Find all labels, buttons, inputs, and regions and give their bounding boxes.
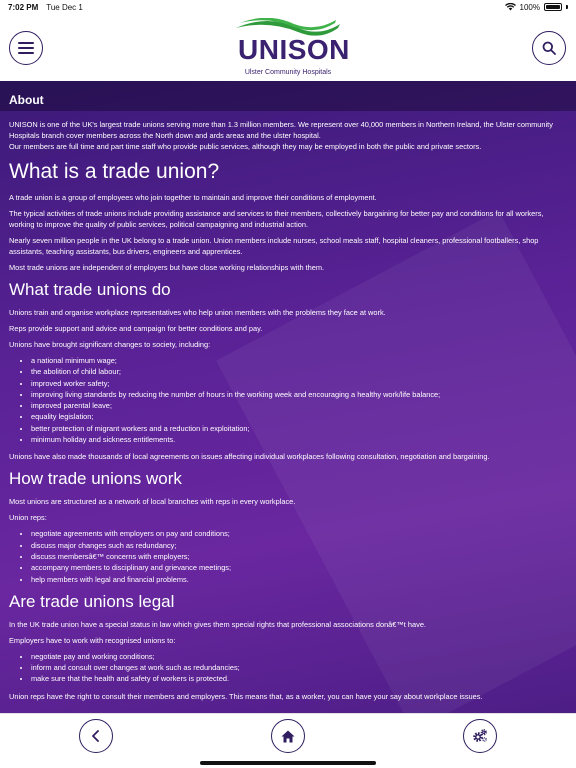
paragraph: Unions train and organise workplace representatives who help union members with the problems they face at work. <box>9 308 386 317</box>
list-item: • a national minimum wage; <box>31 355 567 366</box>
about-text <box>9 119 567 152</box>
wifi-icon <box>505 3 516 11</box>
paragraph: Unions have brought significant changes to society, including: <box>9 340 211 349</box>
settings-gears-icon <box>472 728 488 744</box>
back-button[interactable] <box>79 719 113 753</box>
bullet-list <box>31 355 567 445</box>
paragraph: Union reps: <box>9 513 47 523</box>
logo-subtitle: Ulster Community Hospitals <box>244 69 332 76</box>
status-time: 7:02 PM <box>8 2 39 12</box>
list-item: • negotiate pay and working conditions; <box>31 651 567 662</box>
list-item: • discuss membersâ€™ concerns with employers; <box>31 551 567 562</box>
article-body <box>0 111 576 702</box>
bottom-nav <box>0 713 576 768</box>
list-item: • discuss major changes such as redundancy; <box>31 540 567 551</box>
status-bar <box>0 0 576 14</box>
content-area[interactable] <box>0 81 576 713</box>
paragraph: UNISON is one of the UK's largest trade unions serving more than 1.3 million members. We represent over 40,000 members in Northern Ireland, the Ulster community Hospitals branch cover members across the North down and ards areas and the ulster hospital. <box>9 120 553 140</box>
list-item: • minimum holiday and sickness entitlements. <box>31 434 567 445</box>
paragraph: Unions have also made thousands of local agreements on issues affecting individual workplaces following consultation, negotiation and bargaining. <box>9 452 490 462</box>
menu-button[interactable] <box>9 31 43 65</box>
list-item: • improved worker safety; <box>31 378 567 389</box>
list-item: • the abolition of child labour; <box>31 366 567 377</box>
about-header <box>0 81 576 111</box>
section-heading: Are trade unions legal <box>9 591 175 611</box>
home-indicator[interactable] <box>200 761 376 765</box>
unison-logo <box>228 18 348 78</box>
list-item: • help members with legal and financial problems. <box>31 574 567 585</box>
paragraph: Our members are full time and part time staff who provide public services, although they may be employed in both the public and private sectors. <box>9 142 482 151</box>
list-item: • equality legislation; <box>31 411 567 422</box>
section-heading: What is a trade union? <box>9 160 220 183</box>
paragraph: Most unions are structured as a network of local branches with reps in every workplace. <box>9 497 296 507</box>
list-item: • make sure that the health and safety of workers is protected. <box>31 673 567 684</box>
paragraph: Nearly seven million people in the UK belong to a trade union. Union members include nurses, school meals staff, hospital cleaners, professional footballers, shop assistants, teaching assistants, bus drivers, engineers and apprentices. <box>9 236 539 256</box>
list-item: • negotiate agreements with employers on pay and conditions; <box>31 528 567 539</box>
logo-text: UNISON <box>238 34 350 65</box>
search-button[interactable] <box>532 31 566 65</box>
section-heading: How trade unions work <box>9 469 182 489</box>
battery-icon <box>544 3 562 11</box>
paragraph: A trade union is a group of employees who join together to maintain and improve their conditions of employment. <box>9 193 377 202</box>
paragraph: Union reps have the right to consult their members and employers. This means that, as a worker, you can have your say about workplace issues. <box>9 691 483 701</box>
home-icon <box>281 730 295 743</box>
search-icon <box>542 41 556 55</box>
list-item: • inform and consult over changes at work such as redundancies; <box>31 662 567 673</box>
list-item: • improved parental leave; <box>31 400 567 411</box>
list-item: • accompany members to disciplinary and grievance meetings; <box>31 562 567 573</box>
app-header <box>0 14 576 81</box>
section-heading: What trade unions do <box>9 280 171 299</box>
status-date: Tue Dec 1 <box>46 2 83 12</box>
paragraph: Employers have to work with recognised unions to: <box>9 635 176 645</box>
settings-button[interactable] <box>463 719 497 753</box>
list-item: • better protection of migrant workers and a reduction in exploitation; <box>31 423 567 434</box>
home-button[interactable] <box>271 719 305 753</box>
about-title: About <box>9 93 44 107</box>
list-item: • improving living standards by reducing the number of hours in the working week and encouraging a healthy work/life balance; <box>31 389 567 400</box>
battery-percent: 100% <box>519 2 540 12</box>
hamburger-menu-icon <box>18 42 34 54</box>
battery-tip <box>566 5 568 9</box>
bullet-list <box>31 651 567 685</box>
status-right <box>505 3 568 12</box>
paragraph: In the UK trade union have a special status in law which gives them special rights that professional associations donâ€™t have. <box>9 619 426 629</box>
back-arrow-icon <box>91 730 101 742</box>
bullet-list <box>31 528 567 584</box>
paragraph: Reps provide support and advice and campaign for better conditions and pay. <box>9 324 263 333</box>
paragraph: The typical activities of trade unions include providing assistance and services to their members, collectively bargaining for better pay and conditions for all workers, working to improve the quality of public services, political campaigning and industrial action. <box>9 209 544 229</box>
paragraph: Most trade unions are independent of employers but have close working relationships with them. <box>9 263 325 272</box>
